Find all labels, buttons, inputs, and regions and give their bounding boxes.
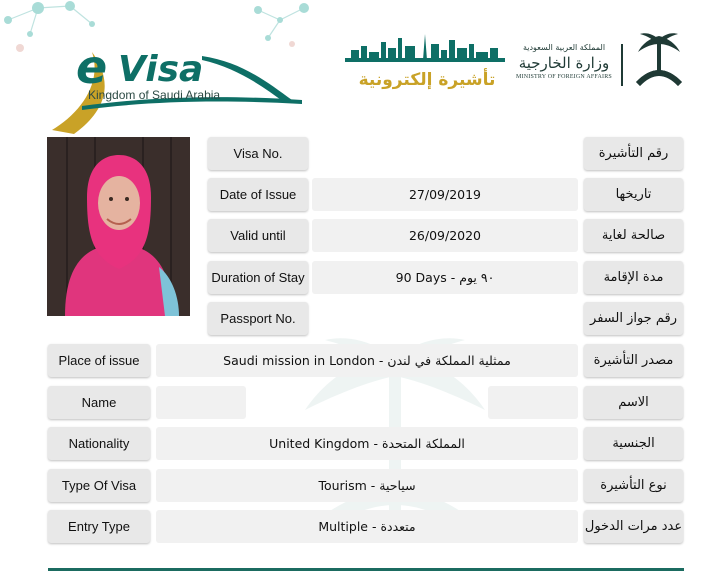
- field-value-text: United Kingdom - المملكة المتحدة: [269, 436, 465, 451]
- field-label-ar: الجنسية: [584, 427, 683, 460]
- evisa-arabic-title: تأشيرة إلكترونية: [358, 70, 496, 90]
- field-value-text: Multiple - متعددة: [318, 519, 416, 534]
- field-label-en: Name: [48, 386, 150, 419]
- logo-visa: Visa: [118, 49, 204, 90]
- field-value: [156, 469, 578, 502]
- visa-row: [0, 344, 726, 377]
- evisa-logo: [52, 42, 302, 134]
- logo-e: e: [76, 40, 108, 94]
- field-value: [156, 344, 578, 377]
- field-label-ar: تاريخها: [584, 178, 683, 211]
- field-value: [156, 427, 578, 460]
- field-label-en: Valid until: [208, 219, 308, 252]
- ministry-kingdom-ar: المملكة العربية السعودية: [522, 43, 606, 52]
- field-value: [312, 261, 578, 294]
- field-label-en: Duration of Stay: [208, 261, 308, 294]
- value-shade: [488, 386, 578, 419]
- field-label-en: Date of Issue: [208, 178, 308, 211]
- footer-divider: [48, 568, 684, 571]
- field-label-ar: رقم التأشيرة: [584, 137, 683, 170]
- field-value: [312, 178, 578, 211]
- visa-row: [0, 261, 726, 294]
- field-label-ar: نوع التأشيرة: [584, 469, 683, 502]
- field-value: [312, 219, 578, 252]
- visa-row: [0, 510, 726, 543]
- visa-row: [0, 302, 726, 335]
- visa-row: [0, 219, 726, 252]
- field-label-en: Passport No.: [208, 302, 308, 335]
- city-skyline-icon: [345, 32, 505, 68]
- field-value: [312, 137, 578, 170]
- visa-row: [0, 137, 726, 170]
- field-value: [312, 302, 578, 335]
- field-value-text: 90 Days - ٩٠ يوم: [395, 270, 495, 285]
- field-label-en: Visa No.: [208, 137, 308, 170]
- field-value-text: 26/09/2020: [408, 228, 482, 243]
- logo-subtitle: Kingdom of Saudi Arabia: [88, 88, 221, 102]
- visa-row: [0, 386, 726, 419]
- field-label-ar: الاسم: [584, 386, 683, 419]
- field-label-en: Place of issue: [48, 344, 150, 377]
- saudi-emblem-icon: [630, 30, 688, 90]
- field-value-text: Tourism - سياحية: [318, 478, 416, 493]
- header-divider: [621, 44, 623, 86]
- value-shade: [156, 386, 246, 419]
- field-label-ar: رقم جواز السفر: [584, 302, 683, 335]
- ministry-name-en: MINISTRY OF FOREIGN AFFAIRS: [516, 74, 612, 80]
- field-value-text: Saudi mission in London - ممثلية المملكة في لندن: [223, 353, 511, 368]
- field-value: [156, 510, 578, 543]
- field-label-ar: مصدر التأشيرة: [584, 344, 683, 377]
- ministry-block: [510, 42, 618, 82]
- field-label-ar: عدد مرات الدخول: [584, 510, 683, 543]
- field-label-ar: مدة الإقامة: [584, 261, 683, 294]
- visa-row: [0, 469, 726, 502]
- field-label-en: Entry Type: [48, 510, 150, 543]
- ministry-name-ar: وزارة الخارجية: [518, 54, 610, 72]
- field-label-en: Nationality: [48, 427, 150, 460]
- field-value-text: 27/09/2019: [408, 187, 482, 202]
- field-value: [156, 386, 578, 419]
- field-label-ar: صالحة لغاية: [584, 219, 683, 252]
- visa-row: [0, 178, 726, 211]
- visa-row: [0, 427, 726, 460]
- field-label-en: Type Of Visa: [48, 469, 150, 502]
